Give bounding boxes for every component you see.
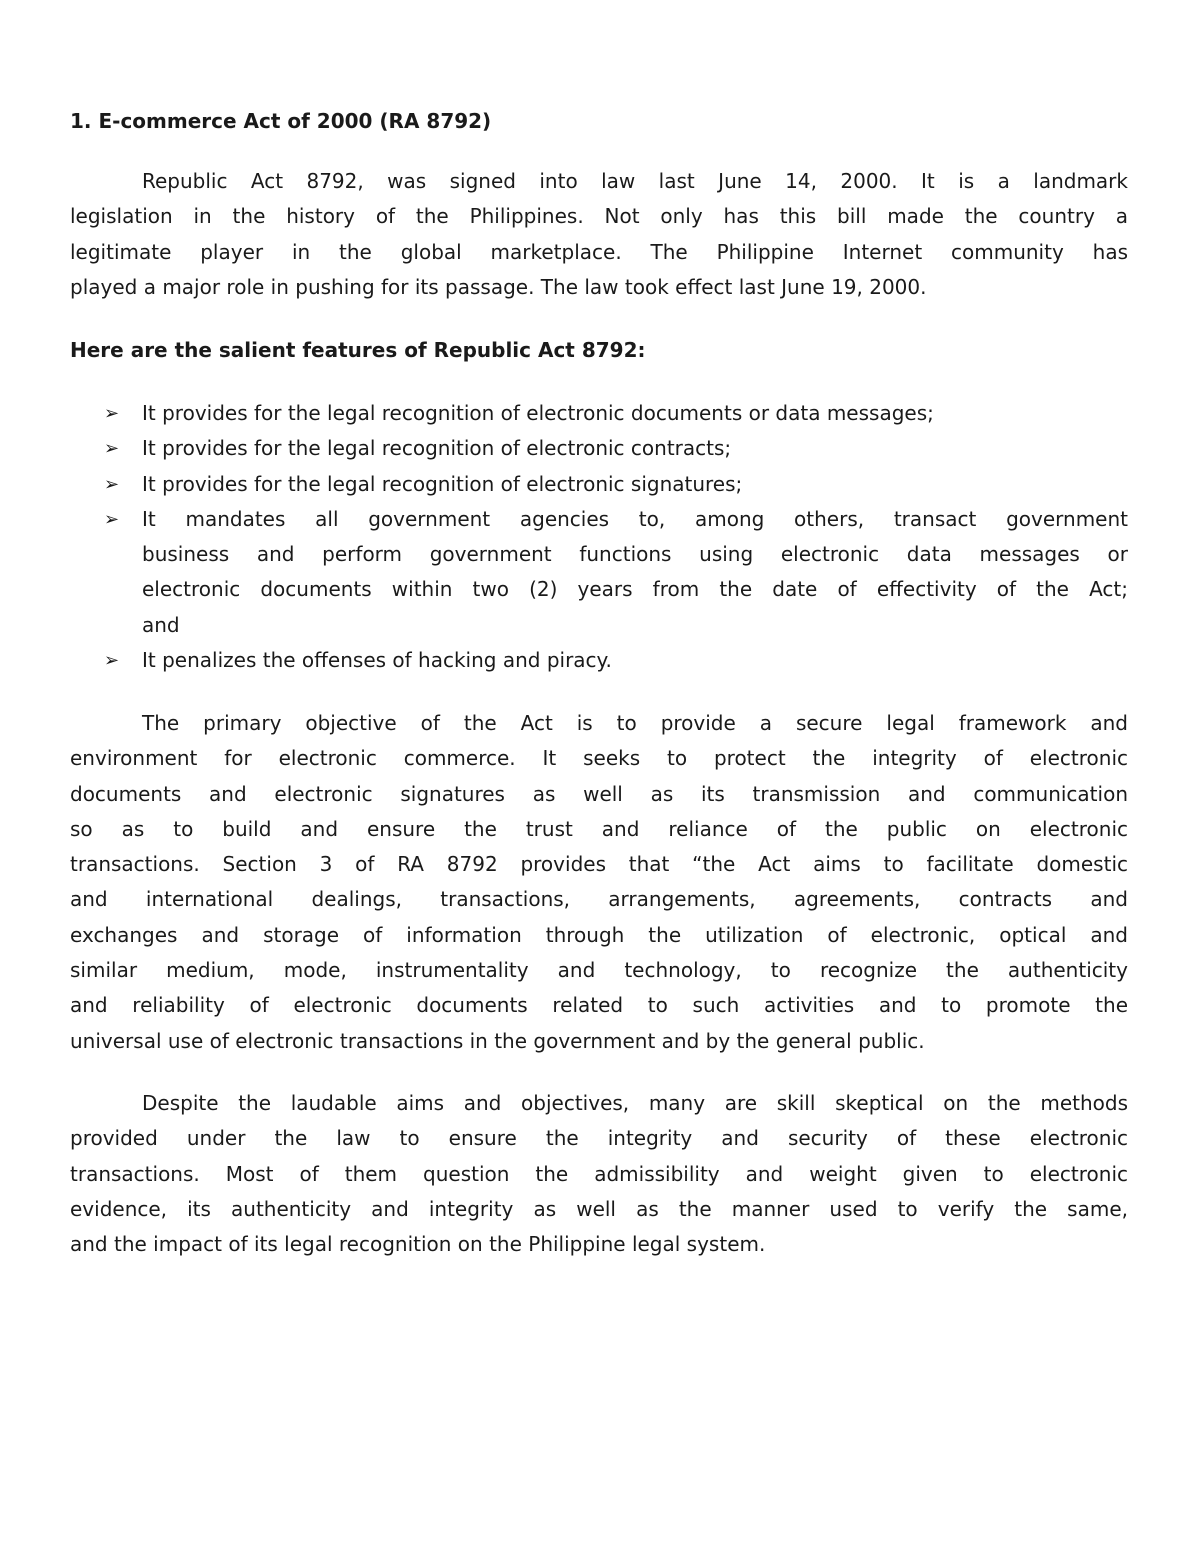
text-line: exchanges and storage of information through the utilization of electronic, optical and — [70, 922, 1128, 947]
features-list — [104, 396, 1128, 678]
features-heading: Here are the salient features of Republic Act 8792: — [70, 338, 646, 362]
text-line: transactions. Most of them question the admissibility and weight given to electronic — [70, 1161, 1128, 1186]
text-line: similar medium, mode, instrumentality and technology, to recognize the authenticity — [70, 958, 1128, 983]
text-line: and — [142, 612, 180, 637]
arrow-bullet-icon: ➢ — [104, 438, 120, 460]
text-line: and international dealings, transactions, arrangements, agreements, contracts and — [70, 887, 1128, 912]
list-item — [104, 643, 1128, 678]
text-line: universal use of electronic transactions in the government and by the general public. — [70, 1028, 925, 1053]
text-line: business and perform government functions using electronic data messages or — [142, 542, 1128, 567]
list-item — [104, 431, 1128, 466]
text-line: played a major role in pushing for its passage. The law took effect last June 19, 2000. — [70, 274, 927, 299]
text-line: documents and electronic signatures as well as its transmission and communication — [70, 781, 1128, 806]
text-line: It provides for the legal recognition of electronic signatures; — [142, 471, 743, 496]
text-line: The primary objective of the Act is to provide a secure legal framework and — [142, 711, 1128, 735]
text-line: legislation in the history of the Philippines. Not only has this bill made the country a — [70, 204, 1128, 229]
section-title: 1. E-commerce Act of 2000 (RA 8792) — [70, 109, 492, 133]
text-line: Despite the laudable aims and objectives, many are skill skeptical on the methods — [142, 1091, 1128, 1115]
list-item — [104, 396, 1128, 431]
arrow-bullet-icon: ➢ — [104, 403, 120, 424]
text-line: It provides for the legal recognition of electronic contracts; — [142, 436, 732, 461]
arrow-bullet-icon: ➢ — [104, 473, 120, 495]
text-line: It mandates all government agencies to, among others, transact government — [142, 506, 1128, 531]
list-item — [104, 502, 1128, 643]
list-item — [104, 467, 1128, 502]
text-line: electronic documents within two (2) years from the date of effectivity of the Act; — [142, 577, 1128, 602]
arrow-bullet-icon: ➢ — [104, 508, 120, 530]
intro-paragraph — [70, 164, 1128, 305]
text-line: It provides for the legal recognition of electronic documents or data messages; — [142, 401, 934, 425]
text-line: Republic Act 8792, was signed into law last June 14, 2000. It is a landmark — [142, 169, 1128, 193]
text-line: transactions. Section 3 of RA 8792 provides that “the Act aims to facilitate domestic — [70, 852, 1128, 877]
text-line: environment for electronic commerce. It seeks to protect the integrity of electronic — [70, 746, 1128, 771]
text-line: provided under the law to ensure the integrity and security of these electronic — [70, 1126, 1128, 1151]
skepticism-paragraph — [70, 1086, 1128, 1262]
text-line: and reliability of electronic documents related to such activities and to promote the — [70, 993, 1128, 1018]
arrow-bullet-icon: ➢ — [104, 650, 120, 672]
text-line: so as to build and ensure the trust and reliance of the public on electronic — [70, 816, 1128, 841]
objective-paragraph — [70, 706, 1128, 1059]
text-line: evidence, its authenticity and integrity as well as the manner used to verify the same, — [70, 1196, 1128, 1221]
text-line: It penalizes the offenses of hacking and piracy. — [142, 648, 612, 673]
text-line: and the impact of its legal recognition on the Philippine legal system. — [70, 1232, 766, 1257]
text-line: legitimate player in the global marketplace. The Philippine Internet community has — [70, 239, 1128, 264]
